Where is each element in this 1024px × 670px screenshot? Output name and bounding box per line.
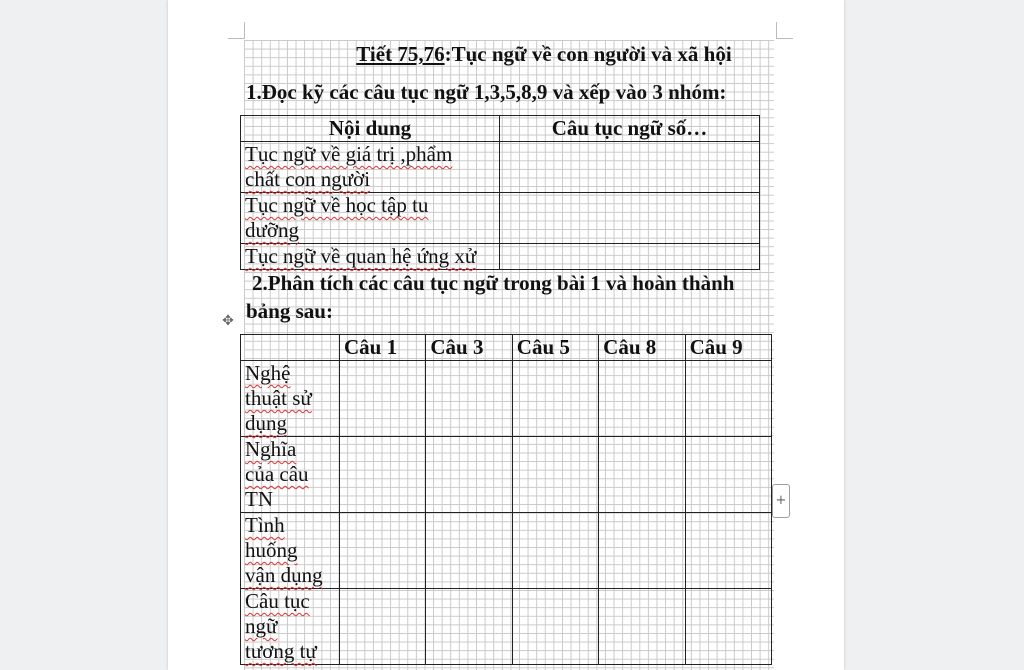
table-row bbox=[241, 361, 772, 437]
answer-cell[interactable] bbox=[426, 361, 512, 437]
answer-cell[interactable] bbox=[599, 361, 685, 437]
row-label: Tục ngữ về học tập tu dưỡng bbox=[241, 193, 500, 244]
header-cau-1: Câu 1 bbox=[340, 335, 426, 361]
answer-cell[interactable] bbox=[599, 513, 685, 589]
analysis-table bbox=[240, 334, 772, 665]
section1-heading: 1.Đọc kỹ các câu tục ngữ 1,3,5,8,9 và xếp vào 3 nhóm: bbox=[246, 80, 727, 104]
section2-heading: 2.Phân tích các câu tục ngữ trong bài 1 và hoàn thành bbox=[252, 271, 735, 295]
table-row bbox=[241, 244, 760, 270]
move-icon[interactable]: ✥ bbox=[222, 314, 234, 329]
table-header-row bbox=[241, 335, 772, 361]
header-cau-3: Câu 3 bbox=[426, 335, 512, 361]
answer-cell[interactable] bbox=[340, 589, 426, 665]
plus-icon[interactable]: + bbox=[772, 484, 790, 518]
table-row bbox=[241, 589, 772, 665]
header-cau-9: Câu 9 bbox=[685, 335, 771, 361]
answer-cell[interactable] bbox=[340, 437, 426, 513]
answer-cell[interactable] bbox=[426, 513, 512, 589]
header-cau-8: Câu 8 bbox=[599, 335, 685, 361]
row-label: Nghĩa của câu TN bbox=[241, 437, 340, 513]
answer-cell[interactable] bbox=[685, 513, 771, 589]
header-content: Nội dung bbox=[241, 116, 500, 142]
answer-cell[interactable] bbox=[512, 513, 598, 589]
margin-corner-mark bbox=[228, 22, 245, 39]
table-row bbox=[241, 513, 772, 589]
row-label: Tục ngữ về giá trị ,phẩm chất con người bbox=[241, 142, 500, 193]
section2-heading-cont: bảng sau: bbox=[246, 299, 333, 323]
answer-cell[interactable] bbox=[500, 142, 760, 193]
table-row bbox=[241, 193, 760, 244]
answer-cell[interactable] bbox=[599, 589, 685, 665]
answer-cell[interactable] bbox=[512, 589, 598, 665]
answer-cell[interactable] bbox=[685, 437, 771, 513]
answer-cell[interactable] bbox=[512, 361, 598, 437]
table-row bbox=[241, 142, 760, 193]
answer-cell[interactable] bbox=[340, 513, 426, 589]
row-label: Tình huống vận dụng bbox=[241, 513, 340, 589]
grouping-table bbox=[240, 115, 760, 270]
header-cau-5: Câu 5 bbox=[512, 335, 598, 361]
page-title bbox=[244, 42, 844, 67]
answer-cell[interactable] bbox=[426, 437, 512, 513]
header-empty bbox=[241, 335, 340, 361]
answer-cell[interactable] bbox=[500, 244, 760, 270]
row-label: Câu tục ngữ tương tự bbox=[241, 589, 340, 665]
answer-cell[interactable] bbox=[512, 437, 598, 513]
document-page bbox=[168, 0, 844, 670]
answer-cell[interactable] bbox=[426, 589, 512, 665]
margin-corner-mark bbox=[776, 22, 793, 39]
row-label: Tục ngữ về quan hệ ứng xử bbox=[241, 244, 500, 270]
answer-cell[interactable] bbox=[685, 589, 771, 665]
answer-cell[interactable] bbox=[685, 361, 771, 437]
table-row bbox=[241, 437, 772, 513]
answer-cell[interactable] bbox=[340, 361, 426, 437]
title-topic: :Tục ngữ về con người và xã hội bbox=[444, 42, 732, 66]
header-proverb-number: Câu tục ngữ số… bbox=[500, 116, 760, 142]
row-label: Nghệ thuật sử dụng bbox=[241, 361, 340, 437]
answer-cell[interactable] bbox=[599, 437, 685, 513]
answer-cell[interactable] bbox=[500, 193, 760, 244]
table-header-row bbox=[241, 116, 760, 142]
title-lesson: Tiết 75,76 bbox=[356, 42, 445, 66]
